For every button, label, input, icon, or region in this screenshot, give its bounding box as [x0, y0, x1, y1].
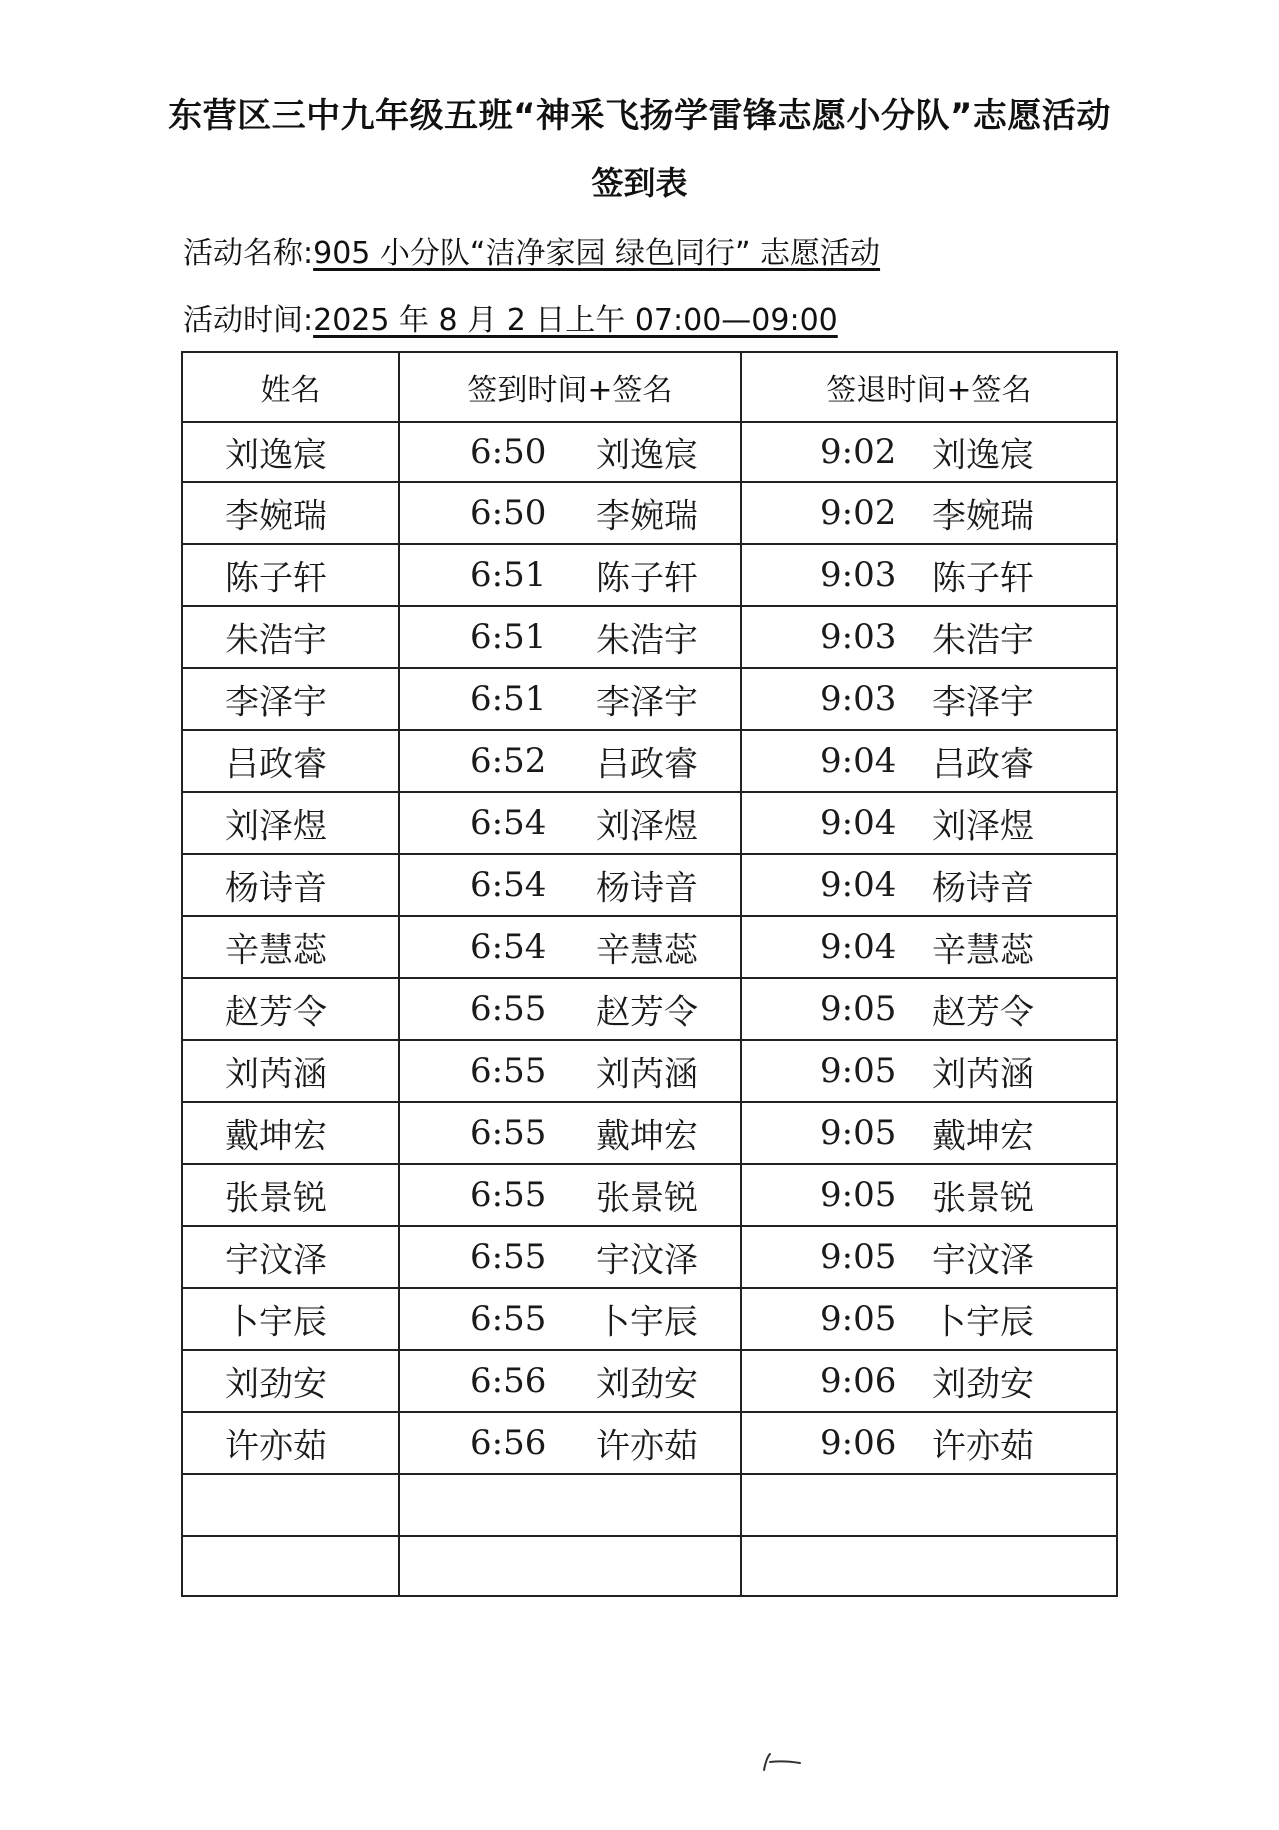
activity-time-value: 2025 年 8 月 2 日上午 07:00—09:00 [313, 303, 838, 338]
name-cell [182, 978, 399, 1040]
table-header-row [182, 352, 1117, 422]
sign-out-cell [741, 606, 1117, 668]
student-name: 杨诗音 [225, 868, 327, 909]
sign-out-time: 9:04 [820, 865, 897, 905]
sign-out-signature: 赵芳令 [932, 992, 1034, 1033]
name-cell [182, 1040, 399, 1102]
sign-in-time: 6:55 [470, 1113, 547, 1153]
sign-out-signature: 杨诗音 [932, 868, 1034, 909]
name-cell [182, 730, 399, 792]
sign-in-signature: 朱浩宇 [596, 620, 698, 661]
name-cell [182, 792, 399, 854]
sign-out-cell [741, 1040, 1117, 1102]
sign-in-signature: 吕政睿 [596, 744, 698, 785]
table-row [182, 544, 1117, 606]
activity-time-label: 活动时间: [183, 303, 314, 338]
sign-in-cell [399, 916, 741, 978]
sign-out-time: 9:05 [820, 1237, 897, 1277]
activity-name-line [183, 228, 880, 272]
sign-out-cell [741, 854, 1117, 916]
name-cell [182, 1226, 399, 1288]
sign-out-signature: 朱浩宇 [932, 620, 1034, 661]
student-name: 李婉瑞 [225, 496, 327, 537]
sign-out-cell [741, 916, 1117, 978]
sign-out-time: 9:05 [820, 989, 897, 1029]
sign-out-cell [741, 1164, 1117, 1226]
sign-out-cell [741, 1102, 1117, 1164]
sign-out-signature: 刘劲安 [932, 1364, 1034, 1405]
sign-in-time: 6:54 [470, 865, 547, 905]
sign-out-cell [741, 1226, 1117, 1288]
student-name: 刘劲安 [225, 1364, 327, 1405]
sign-in-signature: 杨诗音 [596, 868, 698, 909]
table-row [182, 916, 1117, 978]
sign-in-signature: 陈子轩 [596, 558, 698, 599]
sign-in-time: 6:51 [470, 679, 547, 719]
name-cell [182, 1412, 399, 1474]
sign-in-cell [399, 1040, 741, 1102]
sign-out-cell [741, 1350, 1117, 1412]
sign-out-cell [741, 792, 1117, 854]
sign-in-signature: 李泽宇 [596, 682, 698, 723]
sign-in-time: 6:55 [470, 1175, 547, 1215]
name-cell [182, 916, 399, 978]
table-row [182, 1164, 1117, 1226]
sign-out-cell [741, 1474, 1117, 1536]
table-row [182, 668, 1117, 730]
sign-in-cell [399, 482, 741, 544]
sign-in-signature: 赵芳令 [596, 992, 698, 1033]
sign-out-signature: 张景锐 [932, 1178, 1034, 1219]
sign-in-signature: 刘泽煜 [596, 806, 698, 847]
table-row [182, 422, 1117, 482]
sign-in-cell [399, 1102, 741, 1164]
sign-out-signature: 吕政睿 [932, 744, 1034, 785]
table-row [182, 606, 1117, 668]
sign-out-time: 9:06 [820, 1423, 897, 1463]
name-cell [182, 854, 399, 916]
sign-out-time: 9:05 [820, 1113, 897, 1153]
student-name: 吕政睿 [225, 744, 327, 785]
header-sign-out: 签退时间+签名 [741, 352, 1117, 422]
sign-out-time: 9:02 [820, 493, 897, 533]
table-row [182, 1040, 1117, 1102]
sign-in-cell [399, 668, 741, 730]
table-row [182, 1350, 1117, 1412]
name-cell [182, 1350, 399, 1412]
sign-out-time: 9:05 [820, 1175, 897, 1215]
sign-out-signature: 陈子轩 [932, 558, 1034, 599]
sign-in-signature: 卜宇辰 [596, 1302, 698, 1343]
name-cell [182, 482, 399, 544]
sign-in-time: 6:52 [470, 741, 547, 781]
sign-out-time: 9:05 [820, 1299, 897, 1339]
table-row [182, 854, 1117, 916]
sheet-title: 东营区三中九年级五班“神采飞扬学雷锋志愿小分队”志愿活动 [168, 96, 1111, 136]
sign-in-cell [399, 1412, 741, 1474]
name-cell [182, 1164, 399, 1226]
sign-out-time: 9:04 [820, 803, 897, 843]
sign-out-time: 9:06 [820, 1361, 897, 1401]
sign-out-signature: 戴坤宏 [932, 1116, 1034, 1157]
sign-out-signature: 许亦茹 [932, 1426, 1034, 1467]
sign-out-signature: 李婉瑞 [932, 496, 1034, 537]
sign-out-cell [741, 1412, 1117, 1474]
sign-in-time: 6:55 [470, 1051, 547, 1091]
sign-in-signature: 李婉瑞 [596, 496, 698, 537]
sign-in-time: 6:51 [470, 617, 547, 657]
sign-in-cell [399, 606, 741, 668]
sign-out-cell [741, 544, 1117, 606]
sign-in-time: 6:50 [470, 432, 547, 472]
table-row [182, 1412, 1117, 1474]
student-name: 刘泽煜 [225, 806, 327, 847]
activity-name-label: 活动名称: [183, 236, 314, 271]
sign-in-signature: 许亦茹 [596, 1426, 698, 1467]
student-name: 辛慧蕊 [225, 930, 327, 971]
student-name: 李泽宇 [225, 682, 327, 723]
table-body [182, 422, 1117, 1596]
sign-out-signature: 辛慧蕊 [932, 930, 1034, 971]
sign-out-time: 9:05 [820, 1051, 897, 1091]
sign-in-time: 6:50 [470, 493, 547, 533]
table-row [182, 1536, 1117, 1596]
student-name: 卜宇辰 [225, 1302, 327, 1343]
student-name: 赵芳令 [225, 992, 327, 1033]
sign-out-cell [741, 730, 1117, 792]
sign-out-time: 9:03 [820, 555, 897, 595]
sign-in-cell [399, 854, 741, 916]
sign-out-time: 9:02 [820, 432, 897, 472]
sign-in-time: 6:55 [470, 1237, 547, 1277]
sign-out-time: 9:04 [820, 741, 897, 781]
student-name: 戴坤宏 [225, 1116, 327, 1157]
student-name: 陈子轩 [225, 558, 327, 599]
sign-in-signature: 辛慧蕊 [596, 930, 698, 971]
table-row [182, 792, 1117, 854]
table-row [182, 730, 1117, 792]
table-row [182, 482, 1117, 544]
sign-out-signature: 刘逸宸 [932, 435, 1034, 476]
header-sign-in: 签到时间+签名 [399, 352, 741, 422]
sign-in-cell [399, 1164, 741, 1226]
sign-in-cell [399, 1474, 741, 1536]
sign-in-signature: 刘劲安 [596, 1364, 698, 1405]
sign-out-cell [741, 1288, 1117, 1350]
table-row [182, 1288, 1117, 1350]
student-name: 宇汶泽 [225, 1240, 327, 1281]
sign-in-cell [399, 544, 741, 606]
sign-in-time: 6:56 [470, 1423, 547, 1463]
sign-out-signature: 卜宇辰 [932, 1302, 1034, 1343]
pen-stroke-mark [758, 1752, 802, 1772]
sign-in-time: 6:51 [470, 555, 547, 595]
table-row [182, 1102, 1117, 1164]
sign-in-time: 6:55 [470, 1299, 547, 1339]
name-cell [182, 606, 399, 668]
activity-name-value: 905 小分队“洁净家园 绿色同行” 志愿活动 [313, 236, 881, 271]
sign-out-signature: 宇汶泽 [932, 1240, 1034, 1281]
sign-in-cell [399, 1226, 741, 1288]
sign-out-cell [741, 978, 1117, 1040]
sign-in-time: 6:54 [470, 803, 547, 843]
student-name: 刘芮涵 [225, 1054, 327, 1095]
sign-in-signature: 宇汶泽 [596, 1240, 698, 1281]
sign-in-cell [399, 1350, 741, 1412]
header-name: 姓名 [182, 352, 399, 422]
sign-out-cell [741, 1536, 1117, 1596]
student-name: 许亦茹 [225, 1426, 327, 1467]
sign-out-cell [741, 422, 1117, 482]
sign-in-signature: 刘芮涵 [596, 1054, 698, 1095]
sign-out-signature: 刘泽煜 [932, 806, 1034, 847]
sign-in-time: 6:55 [470, 989, 547, 1029]
table-row [182, 1226, 1117, 1288]
sign-in-cell [399, 978, 741, 1040]
sign-in-cell [399, 1536, 741, 1596]
table-row [182, 1474, 1117, 1536]
table-row [182, 978, 1117, 1040]
sign-out-time: 9:03 [820, 617, 897, 657]
student-name: 张景锐 [225, 1178, 327, 1219]
name-cell [182, 1536, 399, 1596]
sheet-subtitle: 签到表 [591, 164, 688, 202]
sign-out-signature: 李泽宇 [932, 682, 1034, 723]
student-name: 刘逸宸 [225, 435, 327, 476]
sign-out-time: 9:04 [820, 927, 897, 967]
name-cell [182, 1102, 399, 1164]
sign-out-cell [741, 668, 1117, 730]
activity-time-line [183, 295, 838, 339]
sign-out-time: 9:03 [820, 679, 897, 719]
student-name: 朱浩宇 [225, 620, 327, 661]
name-cell [182, 1288, 399, 1350]
sign-in-cell [399, 730, 741, 792]
sign-out-signature: 刘芮涵 [932, 1054, 1034, 1095]
name-cell [182, 1474, 399, 1536]
name-cell [182, 544, 399, 606]
sign-in-signature: 张景锐 [596, 1178, 698, 1219]
sign-out-cell [741, 482, 1117, 544]
sign-in-cell [399, 422, 741, 482]
sign-in-signature: 刘逸宸 [596, 435, 698, 476]
name-cell [182, 668, 399, 730]
sign-in-cell [399, 792, 741, 854]
sign-in-time: 6:54 [470, 927, 547, 967]
sign-in-time: 6:56 [470, 1361, 547, 1401]
sign-in-cell [399, 1288, 741, 1350]
sign-in-signature: 戴坤宏 [596, 1116, 698, 1157]
sign-in-table [181, 351, 1118, 1597]
name-cell [182, 422, 399, 482]
